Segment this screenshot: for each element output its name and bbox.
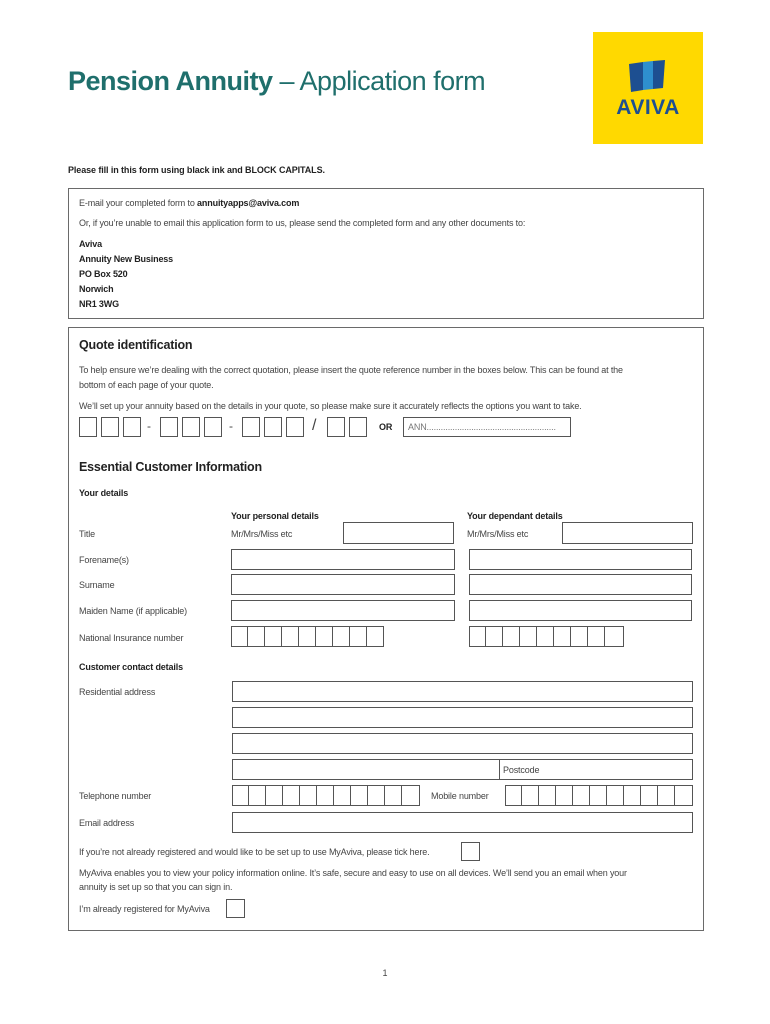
- personal-maiden-field[interactable]: [231, 600, 455, 621]
- postcode-field[interactable]: [499, 759, 693, 780]
- address-line: Annuity New Business: [79, 254, 174, 264]
- dash-separator: -: [229, 419, 233, 433]
- dependant-title-field[interactable]: [562, 522, 693, 544]
- postcode-label: Postcode: [503, 765, 540, 775]
- dependant-maiden-field[interactable]: [469, 600, 692, 621]
- logo-wordmark: AVIVA: [616, 96, 680, 119]
- post-line: Or, if you’re unable to email this application form to us, please send the completed form and any other documents to:: [79, 218, 526, 228]
- quote-char-box[interactable]: [182, 417, 200, 437]
- already-registered-label: I’m already registered for MyAviva: [79, 904, 210, 914]
- address-line: Norwich: [79, 284, 114, 294]
- ann-reference-field[interactable]: ANN.......................................................: [403, 417, 571, 437]
- title-label: Title: [79, 529, 95, 539]
- page-number: 1: [382, 968, 388, 978]
- page-title: Pension Annuity – Application form: [68, 66, 486, 96]
- address-line-1-field[interactable]: [232, 681, 693, 702]
- quote-char-box[interactable]: [123, 417, 141, 437]
- personal-ni-field[interactable]: [231, 626, 384, 647]
- register-checkbox[interactable]: [461, 842, 480, 861]
- personal-title-field[interactable]: [343, 522, 454, 544]
- personal-forename-field[interactable]: [231, 549, 455, 570]
- quote-para: We’ll set up your annuity based on the details in your quote, so please make sure it accurately reflects the options you want to take.: [79, 401, 582, 411]
- dependant-ni-field[interactable]: [469, 626, 624, 647]
- email-line: E-mail your completed form to annuityapps@aviva.com: [79, 198, 300, 208]
- col-dependant-label: Your dependant details: [467, 511, 563, 521]
- mobile-field[interactable]: [505, 785, 693, 806]
- title-hint: Mr/Mrs/Miss etc: [231, 529, 293, 539]
- ni-label: National Insurance number: [79, 633, 184, 643]
- quote-char-box[interactable]: [349, 417, 367, 437]
- residential-label: Residential address: [79, 687, 156, 697]
- slash-separator: /: [312, 417, 317, 434]
- email-address[interactable]: annuityapps@aviva.com: [197, 198, 300, 208]
- address-line: NR1 3WG: [79, 299, 119, 309]
- myaviva-info: MyAviva enables you to view your policy information online. It’s safe, secure and easy to use on all devices. We’ll send you an email when your: [79, 868, 627, 878]
- quote-para: To help ensure we’re dealing with the correct quotation, please insert the quote reference number in the boxes below. This can be found at the: [79, 365, 623, 375]
- dependant-forename-field[interactable]: [469, 549, 692, 570]
- or-label: OR: [379, 422, 393, 432]
- form-box: [68, 327, 704, 931]
- title-hint: Mr/Mrs/Miss etc: [467, 529, 529, 539]
- quote-reference: [79, 417, 699, 439]
- address-line: PO Box 520: [79, 269, 128, 279]
- customer-heading: Essential Customer Information: [79, 460, 262, 474]
- email-field[interactable]: [232, 812, 693, 833]
- dependant-surname-field[interactable]: [469, 574, 692, 595]
- maiden-label: Maiden Name (if applicable): [79, 606, 188, 616]
- address-line-2-field[interactable]: [232, 707, 693, 728]
- contact-box: [68, 188, 704, 319]
- quote-para: bottom of each page of your quote.: [79, 380, 214, 390]
- address-line-4-field[interactable]: [232, 759, 500, 780]
- surname-label: Surname: [79, 580, 115, 590]
- telephone-field[interactable]: [232, 785, 420, 806]
- email-label: Email address: [79, 818, 135, 828]
- contact-heading: Customer contact details: [79, 662, 183, 672]
- address-line-3-field[interactable]: [232, 733, 693, 754]
- quote-char-box[interactable]: [286, 417, 304, 437]
- mobile-label: Mobile number: [431, 791, 489, 801]
- myaviva-info: annuity is set up so that you can sign in.: [79, 882, 233, 892]
- quote-char-box[interactable]: [264, 417, 282, 437]
- quote-char-box[interactable]: [242, 417, 260, 437]
- forename-label: Forename(s): [79, 555, 129, 565]
- address-line: Aviva: [79, 239, 102, 249]
- register-question: If you’re not already registered and would like to be set up to use MyAviva, please tick here.: [79, 847, 430, 857]
- your-details-label: Your details: [79, 488, 129, 498]
- quote-char-box[interactable]: [79, 417, 97, 437]
- telephone-label: Telephone number: [79, 791, 152, 801]
- already-registered-checkbox[interactable]: [226, 899, 245, 918]
- quote-char-box[interactable]: [327, 417, 345, 437]
- aviva-flag-icon: [627, 58, 669, 94]
- dash-separator: -: [147, 419, 151, 433]
- col-personal-label: Your personal details: [231, 511, 319, 521]
- personal-surname-field[interactable]: [231, 574, 455, 595]
- quote-char-box[interactable]: [160, 417, 178, 437]
- quote-char-box[interactable]: [204, 417, 222, 437]
- quote-char-box[interactable]: [101, 417, 119, 437]
- quote-heading: Quote identification: [79, 338, 193, 352]
- aviva-logo: [593, 32, 703, 144]
- instruction-text: Please fill in this form using black ink and BLOCK CAPITALS.: [68, 165, 325, 175]
